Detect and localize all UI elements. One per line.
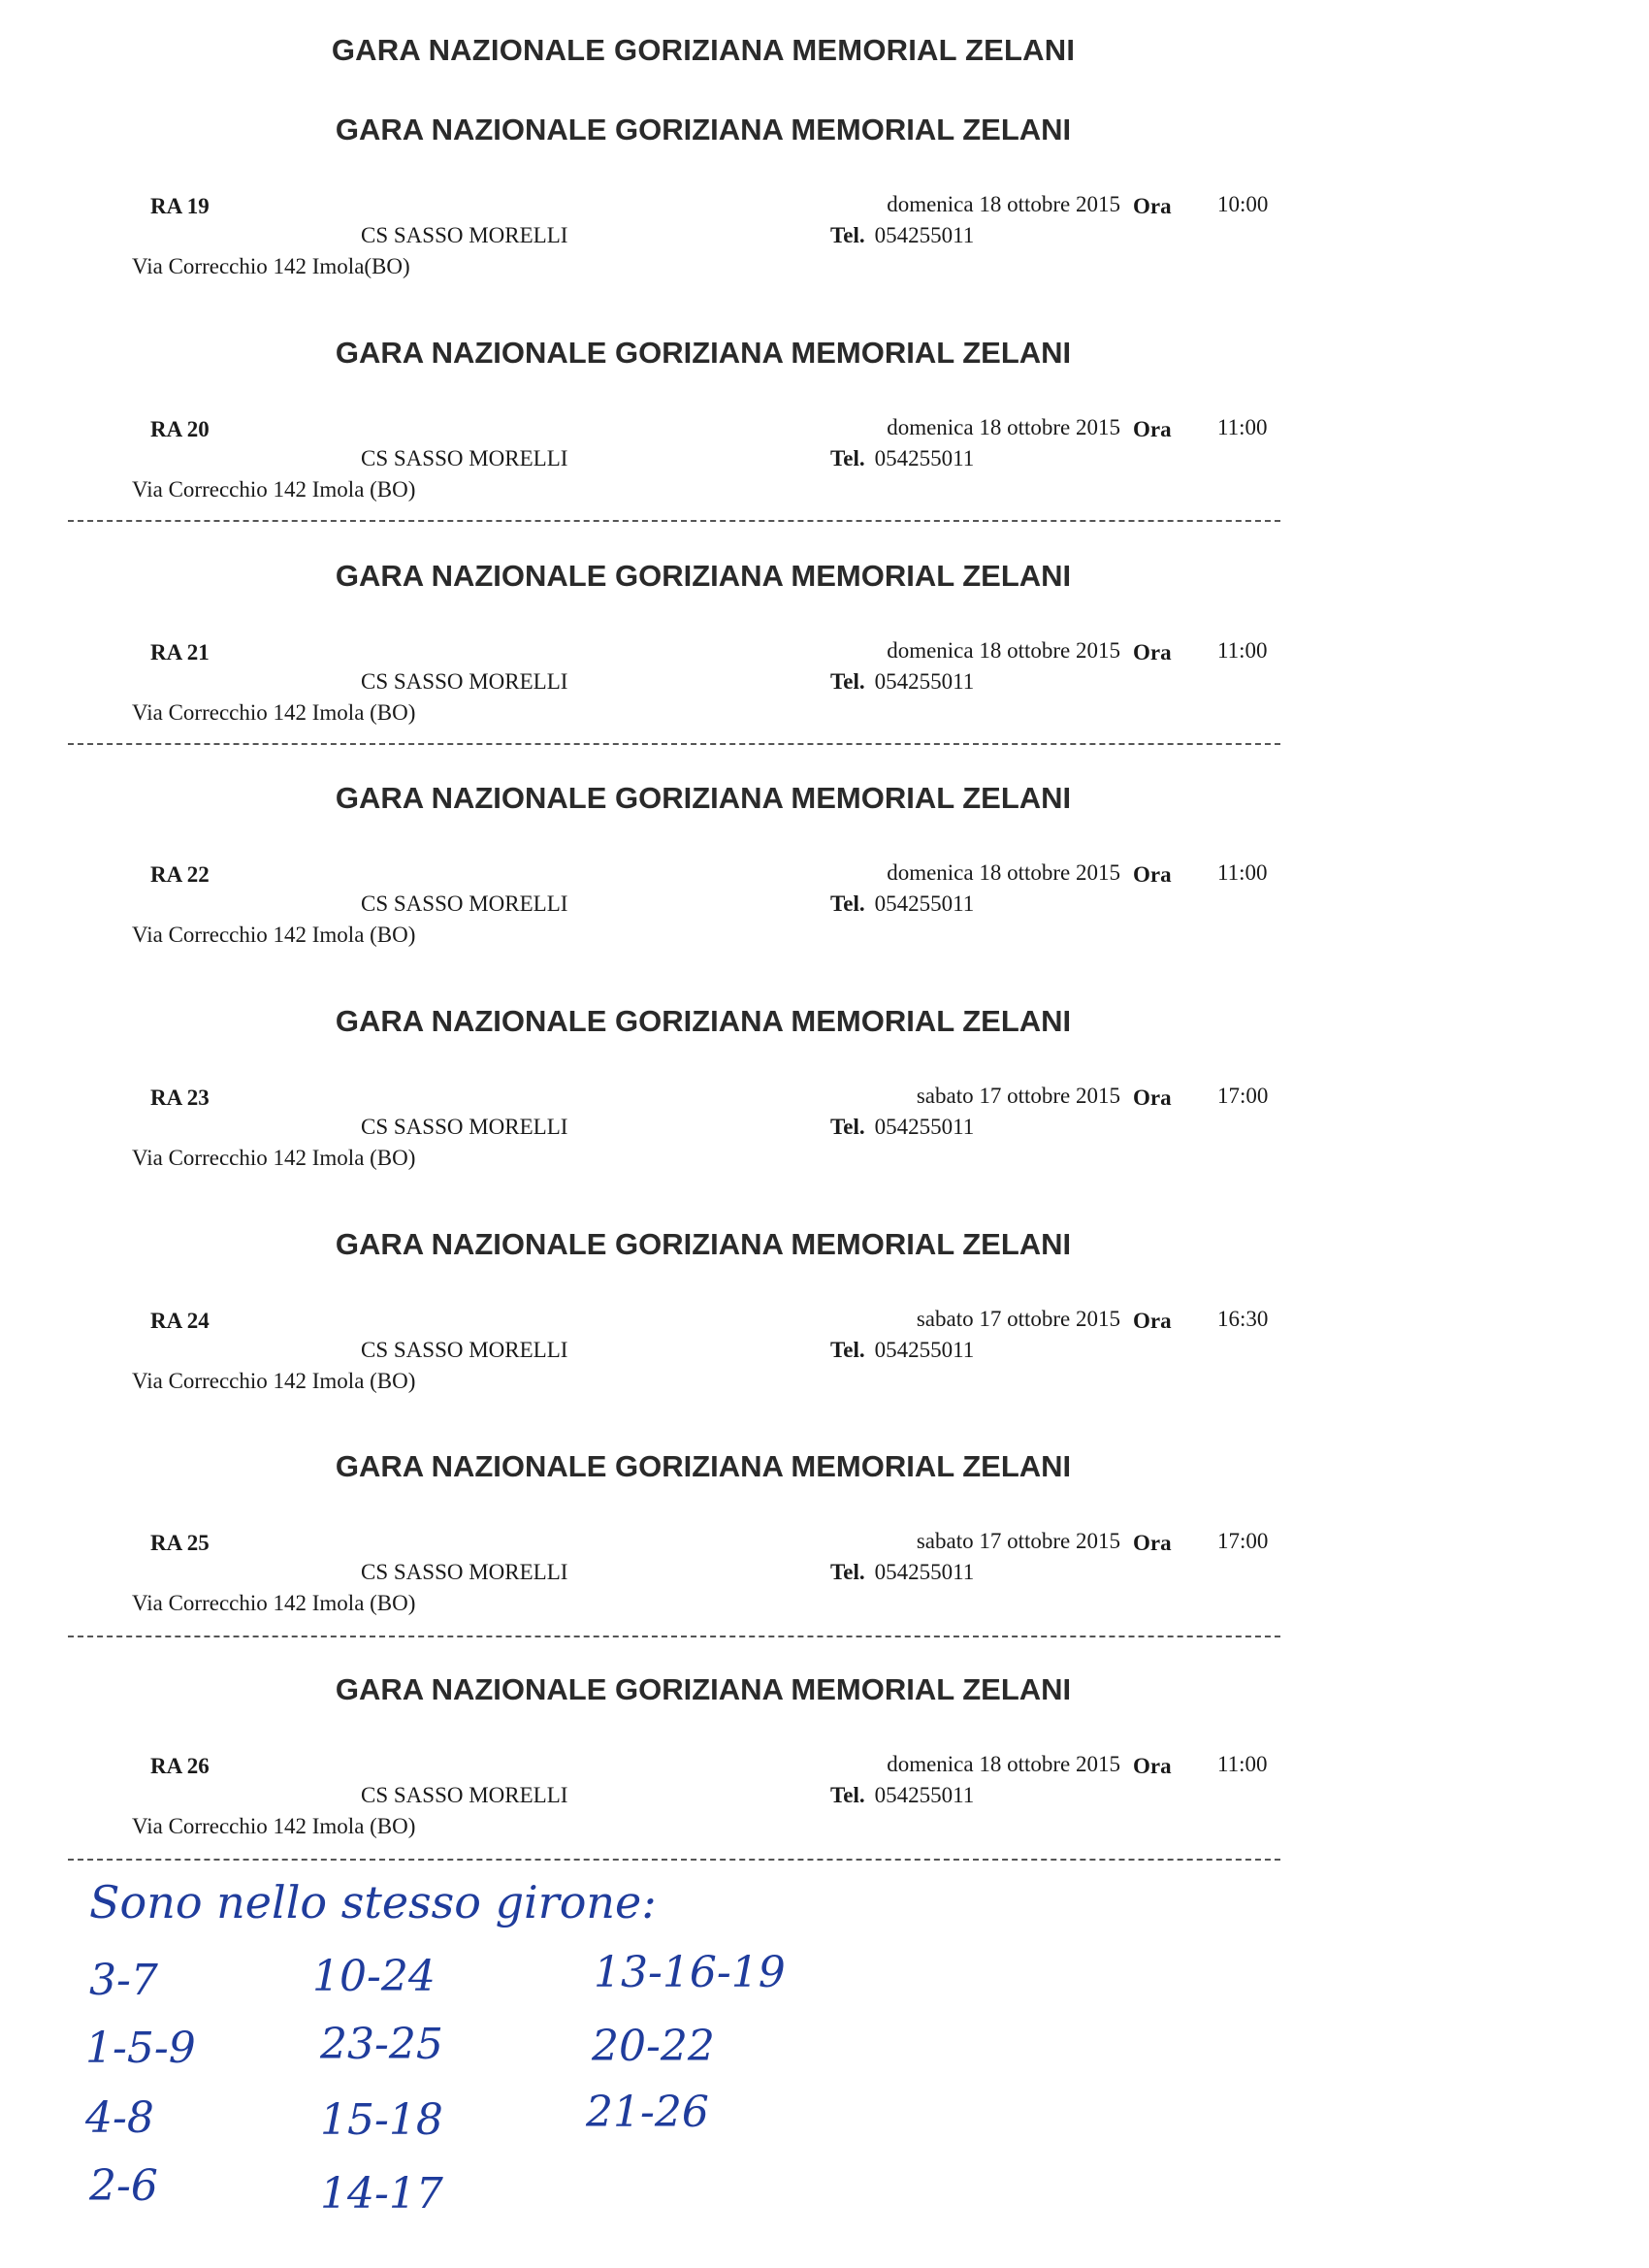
entry-tel-label: Tel. [830,891,865,916]
entry-tel-number: 054255011 [874,223,975,247]
handwritten-group: 2-6 [89,2161,158,2211]
entry-tel-number: 054255011 [874,446,975,470]
entry-address: Via Correcchio 142 Imola(BO) [132,254,410,278]
entry-tel-label: Tel. [830,669,865,694]
entry-ora-label: Ora [1133,1531,1172,1555]
entry-tel-label: Tel. [830,1560,865,1584]
entry-address: Via Correcchio 142 Imola (BO) [132,1591,416,1615]
entry-address: Via Correcchio 142 Imola (BO) [132,700,416,725]
handwritten-group: 1-5-9 [85,2024,196,2073]
handwritten-note: Sono nello stesso girone: [89,1876,657,1928]
entry-code: RA 20 [150,417,210,441]
entry-code: RA 23 [150,1085,210,1110]
entry-venue: CS SASSO MORELLI [361,1560,568,1584]
entry-address: Via Correcchio 142 Imola (BO) [132,1369,416,1393]
entry-tel-number: 054255011 [874,1560,975,1584]
entry-ora-label: Ora [1133,194,1172,218]
entry-title: GARA NAZIONALE GORIZIANA MEMORIAL ZELANI [335,1449,1072,1483]
handwritten-group: 15-18 [320,2095,443,2145]
cut-line-divider [68,1636,1280,1637]
cut-line-divider [68,1859,1280,1861]
entry-tel-number: 054255011 [874,1783,975,1807]
entry-time: 16:30 [1217,1307,1269,1331]
handwritten-group: 14-17 [320,2169,443,2219]
entry-ora-label: Ora [1133,640,1172,664]
entry-tel [830,1338,974,1363]
entry-time: 11:00 [1217,638,1268,663]
entry-tel-label: Tel. [830,446,865,470]
entry-venue: CS SASSO MORELLI [361,891,568,916]
entry-tel-label: Tel. [830,1115,865,1139]
entry-block [0,781,1649,975]
entry-venue: CS SASSO MORELLI [361,446,568,470]
entry-date: domenica 18 ottobre 2015 [887,638,1120,663]
entry-date: domenica 18 ottobre 2015 [887,192,1120,216]
entry-block [0,113,1649,307]
handwritten-group: 23-25 [320,2020,443,2069]
entry-title: GARA NAZIONALE GORIZIANA MEMORIAL ZELANI [335,559,1072,593]
entry-tel-label: Tel. [830,1783,865,1807]
handwritten-group: 4-8 [85,2093,154,2143]
entry-time: 17:00 [1217,1084,1269,1108]
entry-time: 11:00 [1217,860,1268,885]
entry-tel [830,446,974,471]
entry-venue: CS SASSO MORELLI [361,1338,568,1362]
entry-address: Via Correcchio 142 Imola (BO) [132,923,416,947]
entry-title: GARA NAZIONALE GORIZIANA MEMORIAL ZELANI [335,1672,1072,1706]
entry-tel [830,669,974,695]
entry-ora-label: Ora [1133,417,1172,441]
entry-ora-label: Ora [1133,1754,1172,1778]
entry-address: Via Correcchio 142 Imola (BO) [132,1814,416,1838]
entry-address: Via Correcchio 142 Imola (BO) [132,477,416,502]
entry-date: sabato 17 ottobre 2015 [916,1529,1120,1553]
entry-venue: CS SASSO MORELLI [361,1115,568,1139]
entry-time: 17:00 [1217,1529,1269,1553]
entry-date: sabato 17 ottobre 2015 [916,1084,1120,1108]
entry-code: RA 26 [150,1754,210,1778]
entry-time: 10:00 [1217,192,1269,216]
entry-time: 11:00 [1217,1752,1268,1776]
handwritten-group: 13-16-19 [594,1948,786,1997]
entry-ora-label: Ora [1133,1085,1172,1110]
entry-code: RA 21 [150,640,210,664]
entry-tel-number: 054255011 [874,1338,975,1362]
entry-venue: CS SASSO MORELLI [361,1783,568,1807]
entry-block [0,336,1649,530]
handwritten-group: 20-22 [592,2022,715,2071]
entry-address: Via Correcchio 142 Imola (BO) [132,1146,416,1170]
entry-tel [830,223,974,248]
handwritten-group: 10-24 [312,1952,436,2001]
entry-tel [830,1560,974,1585]
entry-date: sabato 17 ottobre 2015 [916,1307,1120,1331]
cut-line-divider [68,743,1280,745]
entry-date: domenica 18 ottobre 2015 [887,1752,1120,1776]
entry-title: GARA NAZIONALE GORIZIANA MEMORIAL ZELANI [335,1004,1072,1038]
cut-line-divider [68,520,1280,522]
entry-tel [830,1783,974,1808]
entry-ora-label: Ora [1133,1309,1172,1333]
entry-title: GARA NAZIONALE GORIZIANA MEMORIAL ZELANI [335,113,1072,146]
entry-time: 11:00 [1217,415,1268,439]
entry-date: domenica 18 ottobre 2015 [887,860,1120,885]
entry-tel-number: 054255011 [874,669,975,694]
handwritten-group: 3-7 [89,1956,158,2005]
entry-tel-number: 054255011 [874,1115,975,1139]
entry-tel-label: Tel. [830,1338,865,1362]
entry-code: RA 22 [150,862,210,887]
entry-block [0,1004,1649,1198]
entry-tel [830,891,974,917]
entry-title: GARA NAZIONALE GORIZIANA MEMORIAL ZELANI [335,336,1072,370]
entry-code: RA 19 [150,194,210,218]
entry-venue: CS SASSO MORELLI [361,669,568,694]
entry-block [0,1449,1649,1643]
page-header-title: GARA NAZIONALE GORIZIANA MEMORIAL ZELANI [331,33,1076,67]
handwritten-group: 21-26 [586,2088,709,2137]
entry-tel [830,1115,974,1140]
entry-block [0,1227,1649,1421]
entry-tel-label: Tel. [830,223,865,247]
entry-title: GARA NAZIONALE GORIZIANA MEMORIAL ZELANI [335,781,1072,815]
entry-date: domenica 18 ottobre 2015 [887,415,1120,439]
entry-code: RA 25 [150,1531,210,1555]
entry-block [0,1672,1649,1866]
entry-tel-number: 054255011 [874,891,975,916]
entry-block [0,559,1649,753]
entry-ora-label: Ora [1133,862,1172,887]
entry-code: RA 24 [150,1309,210,1333]
entry-title: GARA NAZIONALE GORIZIANA MEMORIAL ZELANI [335,1227,1072,1261]
entry-venue: CS SASSO MORELLI [361,223,568,247]
